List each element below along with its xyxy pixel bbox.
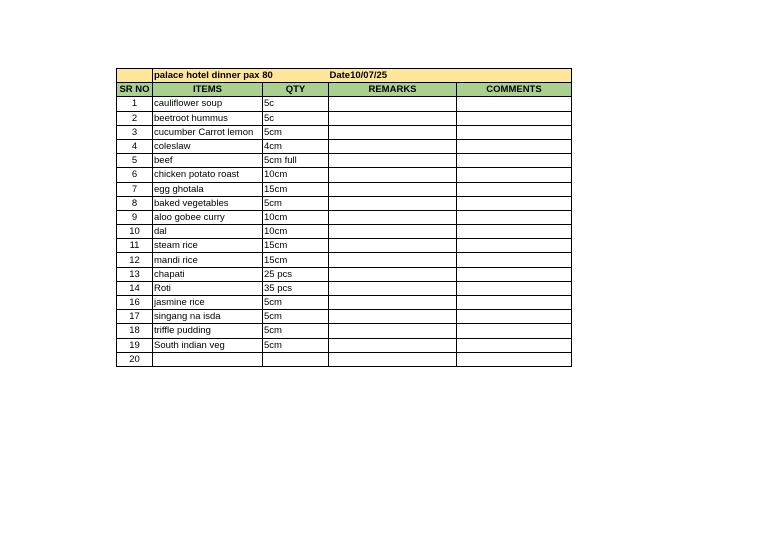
comments-cell[interactable]: [457, 253, 572, 267]
qty-cell[interactable]: 4cm: [263, 139, 329, 153]
remarks-cell[interactable]: [329, 154, 457, 168]
sheet-date[interactable]: Date10/07/25: [329, 69, 457, 83]
comments-cell[interactable]: [457, 111, 572, 125]
remarks-cell[interactable]: [329, 168, 457, 182]
sr-no-cell[interactable]: 14: [117, 281, 153, 295]
qty-cell[interactable]: 15cm: [263, 239, 329, 253]
qty-cell[interactable]: 5cm full: [263, 154, 329, 168]
remarks-cell[interactable]: [329, 338, 457, 352]
qty-cell[interactable]: 5c: [263, 97, 329, 111]
item-cell[interactable]: beef: [153, 154, 263, 168]
qty-cell[interactable]: 15cm: [263, 253, 329, 267]
qty-cell[interactable]: 5cm: [263, 125, 329, 139]
item-cell[interactable]: [153, 352, 263, 366]
sr-no-cell[interactable]: 17: [117, 310, 153, 324]
table-row: [117, 168, 572, 182]
table-row: [117, 310, 572, 324]
comments-cell[interactable]: [457, 352, 572, 366]
sr-no-cell[interactable]: 9: [117, 210, 153, 224]
comments-cell[interactable]: [457, 125, 572, 139]
title-end-cell[interactable]: [457, 69, 572, 83]
remarks-cell[interactable]: [329, 296, 457, 310]
qty-cell[interactable]: [263, 352, 329, 366]
qty-cell[interactable]: 35 pcs: [263, 281, 329, 295]
sr-no-cell[interactable]: 5: [117, 154, 153, 168]
item-cell[interactable]: chapati: [153, 267, 263, 281]
title-blank-cell[interactable]: [117, 69, 153, 83]
item-cell[interactable]: dal: [153, 225, 263, 239]
comments-cell[interactable]: [457, 296, 572, 310]
qty-cell[interactable]: 5cm: [263, 296, 329, 310]
remarks-cell[interactable]: [329, 210, 457, 224]
remarks-cell[interactable]: [329, 281, 457, 295]
sr-no-cell[interactable]: 13: [117, 267, 153, 281]
sr-no-cell[interactable]: 8: [117, 196, 153, 210]
qty-cell[interactable]: 5cm: [263, 310, 329, 324]
item-cell[interactable]: steam rice: [153, 239, 263, 253]
remarks-cell[interactable]: [329, 182, 457, 196]
comments-cell[interactable]: [457, 210, 572, 224]
item-cell[interactable]: mandi rice: [153, 253, 263, 267]
comments-cell[interactable]: [457, 168, 572, 182]
header-items[interactable]: ITEMS: [153, 83, 263, 97]
qty-cell[interactable]: 15cm: [263, 182, 329, 196]
comments-cell[interactable]: [457, 182, 572, 196]
item-cell[interactable]: South indian veg: [153, 338, 263, 352]
remarks-cell[interactable]: [329, 324, 457, 338]
sr-no-cell[interactable]: 20: [117, 352, 153, 366]
item-cell[interactable]: Roti: [153, 281, 263, 295]
item-cell[interactable]: triffle pudding: [153, 324, 263, 338]
table-row: [117, 324, 572, 338]
qty-cell[interactable]: 5cm: [263, 324, 329, 338]
comments-cell[interactable]: [457, 97, 572, 111]
item-cell[interactable]: aloo gobee curry: [153, 210, 263, 224]
table-row: [117, 338, 572, 352]
qty-cell[interactable]: 10cm: [263, 168, 329, 182]
item-cell[interactable]: baked vegetables: [153, 196, 263, 210]
remarks-cell[interactable]: [329, 310, 457, 324]
header-sr-no[interactable]: SR NO: [117, 83, 153, 97]
qty-cell[interactable]: 10cm: [263, 210, 329, 224]
sr-no-cell[interactable]: 16: [117, 296, 153, 310]
remarks-cell[interactable]: [329, 111, 457, 125]
sr-no-cell[interactable]: 19: [117, 338, 153, 352]
header-qty[interactable]: QTY: [263, 83, 329, 97]
remarks-cell[interactable]: [329, 352, 457, 366]
header-remarks[interactable]: REMARKS: [329, 83, 457, 97]
qty-cell[interactable]: 5cm: [263, 338, 329, 352]
table-row: [117, 139, 572, 153]
item-cell[interactable]: coleslaw: [153, 139, 263, 153]
table-row: [117, 253, 572, 267]
remarks-cell[interactable]: [329, 196, 457, 210]
qty-cell[interactable]: 5c: [263, 111, 329, 125]
title-row: [117, 69, 572, 83]
item-cell[interactable]: cauliflower soup: [153, 97, 263, 111]
comments-cell[interactable]: [457, 154, 572, 168]
comments-cell[interactable]: [457, 225, 572, 239]
qty-cell[interactable]: 5cm: [263, 196, 329, 210]
comments-cell[interactable]: [457, 281, 572, 295]
table-row: [117, 196, 572, 210]
comments-cell[interactable]: [457, 196, 572, 210]
sr-no-cell[interactable]: 11: [117, 239, 153, 253]
header-row: [117, 83, 572, 97]
table-row: [117, 267, 572, 281]
table-row: [117, 239, 572, 253]
sr-no-cell[interactable]: 1: [117, 97, 153, 111]
table-row: [117, 225, 572, 239]
table-row: [117, 154, 572, 168]
dinner-order-sheet: [116, 68, 572, 367]
item-cell[interactable]: chicken potato roast: [153, 168, 263, 182]
sr-no-cell[interactable]: 4: [117, 139, 153, 153]
comments-cell[interactable]: [457, 310, 572, 324]
qty-cell[interactable]: 10cm: [263, 225, 329, 239]
item-cell[interactable]: singang na isda: [153, 310, 263, 324]
remarks-cell[interactable]: [329, 97, 457, 111]
table-row: [117, 97, 572, 111]
table-row: [117, 111, 572, 125]
item-cell[interactable]: jasmine rice: [153, 296, 263, 310]
sr-no-cell[interactable]: 2: [117, 111, 153, 125]
remarks-cell[interactable]: [329, 253, 457, 267]
comments-cell[interactable]: [457, 139, 572, 153]
remarks-cell[interactable]: [329, 125, 457, 139]
sr-no-cell[interactable]: 18: [117, 324, 153, 338]
comments-cell[interactable]: [457, 338, 572, 352]
item-cell[interactable]: egg ghotala: [153, 182, 263, 196]
item-cell[interactable]: cucumber Carrot lemon: [153, 125, 263, 139]
sr-no-cell[interactable]: 7: [117, 182, 153, 196]
remarks-cell[interactable]: [329, 139, 457, 153]
item-cell[interactable]: beetroot hummus: [153, 111, 263, 125]
table-row: [117, 182, 572, 196]
remarks-cell[interactable]: [329, 267, 457, 281]
sheet-title[interactable]: palace hotel dinner pax 80: [153, 69, 329, 83]
qty-cell[interactable]: 25 pcs: [263, 267, 329, 281]
table-row: [117, 352, 572, 366]
sr-no-cell[interactable]: 6: [117, 168, 153, 182]
table-row: [117, 296, 572, 310]
item-rows: [117, 97, 572, 367]
sr-no-cell[interactable]: 3: [117, 125, 153, 139]
sr-no-cell[interactable]: 12: [117, 253, 153, 267]
remarks-cell[interactable]: [329, 225, 457, 239]
comments-cell[interactable]: [457, 267, 572, 281]
header-comments[interactable]: COMMENTS: [457, 83, 572, 97]
sr-no-cell[interactable]: 10: [117, 225, 153, 239]
comments-cell[interactable]: [457, 324, 572, 338]
comments-cell[interactable]: [457, 239, 572, 253]
table-row: [117, 210, 572, 224]
table-row: [117, 281, 572, 295]
table-row: [117, 125, 572, 139]
remarks-cell[interactable]: [329, 239, 457, 253]
